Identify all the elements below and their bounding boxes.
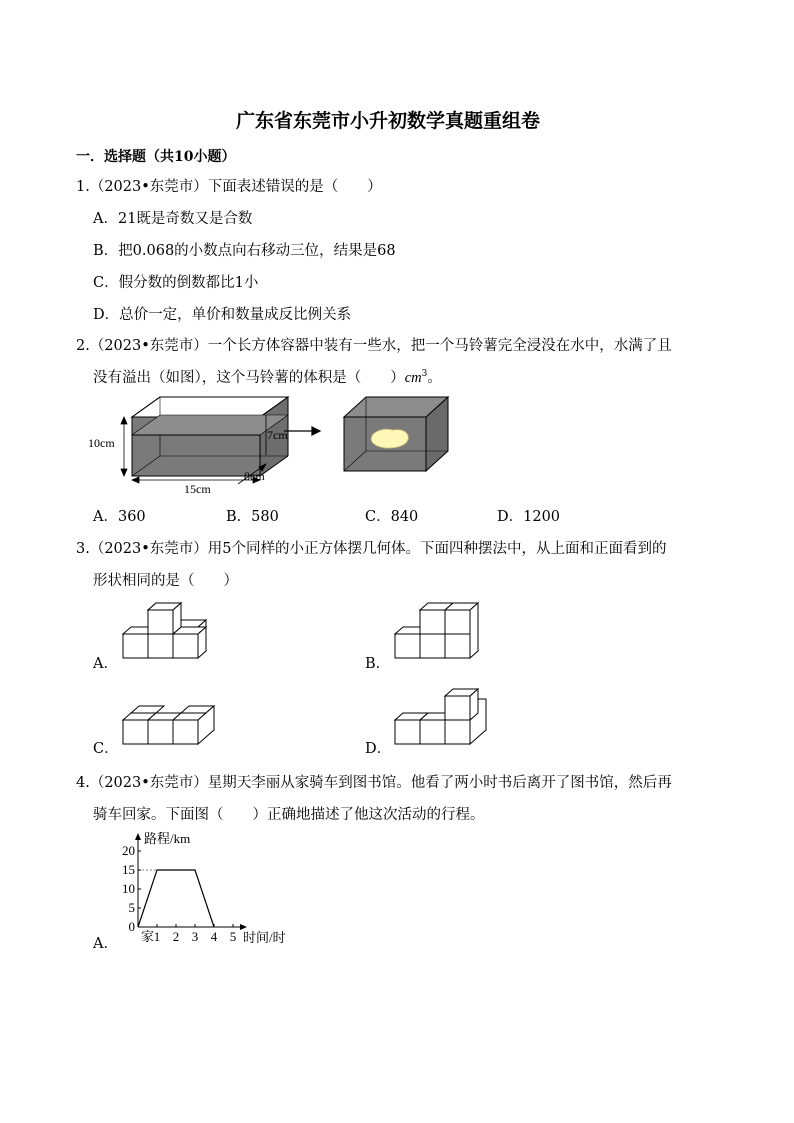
question-1-stem: 1.（2023•东莞市）下面表述错误的是（ ） [76, 179, 382, 195]
question-4-line-2: 骑车回家。下面图（ ）正确地描述了他这次活动的行程。 [93, 807, 485, 823]
water-container-box [132, 397, 288, 476]
q2-period: 。 [427, 370, 442, 386]
unit-text: cm [404, 370, 422, 386]
question-3-line-2: 形状相同的是（ ） [93, 573, 238, 589]
q2-option-c: C．840 [365, 509, 419, 525]
q2-option-b: B．580 [226, 509, 279, 525]
q3-option-b: B． [365, 656, 391, 672]
height-label: 10cm [88, 436, 115, 450]
x-tick-label: 5 [229, 929, 237, 944]
y-tick-label: 5 [128, 900, 135, 915]
question-2-text: 没有溢出（如图），这个马铃薯的体积是（ ） [93, 370, 405, 386]
distance-time-chart [110, 826, 310, 950]
q1-option-a: A．21既是奇数又是合数 [93, 211, 253, 227]
cubes-figure-a [118, 600, 218, 664]
full-container-box [344, 397, 448, 471]
water-depth-label: 7cm [267, 428, 288, 442]
y-tick-label: 10 [122, 881, 135, 896]
q1-option-d: D．总价一定，单价和数量成反比例关系 [93, 307, 352, 323]
q2-option-d: D．1200 [497, 509, 561, 525]
x-tick-label: 家 [141, 929, 155, 944]
y-tick-label: 20 [122, 843, 135, 858]
cubes-figure-b [390, 600, 490, 664]
q2-option-a: A．360 [93, 509, 146, 525]
y-axis-label: 路程/km [144, 831, 191, 846]
question-4-line-1: 4.（2023•东莞市）星期天李丽从家骑车到图书馆。他看了两小时书后离开了图书馆，然后再 [76, 775, 672, 791]
width-label: 8cm [244, 469, 265, 483]
q3-option-c: C． [93, 741, 119, 757]
series-line [138, 870, 214, 927]
cubes-figure-c [118, 700, 218, 750]
x-tick-label: 1 [153, 929, 161, 944]
section-heading: 一．选择题（共10小题） [76, 149, 236, 165]
question-2-line-2 [93, 366, 442, 387]
x-axis-label: 时间/时 [243, 930, 286, 945]
q3-option-d: D． [365, 741, 392, 757]
right-arrow-icon [284, 427, 320, 435]
question-2-line-1: 2.（2023•东莞市）一个长方体容器中装有一些水，把一个马铃薯完全浸没在水中，水满了且 [76, 338, 672, 354]
q3-option-a: A． [93, 656, 118, 672]
cubes-figure-d [390, 686, 490, 750]
container-figure [88, 392, 460, 494]
x-tick-label: 3 [191, 929, 199, 944]
question-3-line-1: 3.（2023•东莞市）用5个同样的小正方体摆几何体。下面四种摆法中，从上面和正面看到的 [76, 541, 667, 557]
y-tick-label: 0 [128, 919, 135, 934]
potato-icon [371, 429, 408, 448]
unit-exponent: 3 [421, 369, 428, 380]
q4-option-a: A． [93, 936, 118, 952]
q1-option-c: C．假分数的倒数都比1小 [93, 275, 259, 291]
page-title: 广东省东莞市小升初数学真题重组卷 [236, 110, 541, 132]
x-tick-label: 2 [172, 929, 180, 944]
q1-option-b: B．把0.068的小数点向右移动三位，结果是68 [93, 243, 396, 259]
y-axis-arrow [135, 833, 141, 840]
x-tick-label: 4 [210, 929, 218, 944]
length-label: 15cm [184, 482, 211, 494]
y-tick-label: 15 [122, 862, 135, 877]
